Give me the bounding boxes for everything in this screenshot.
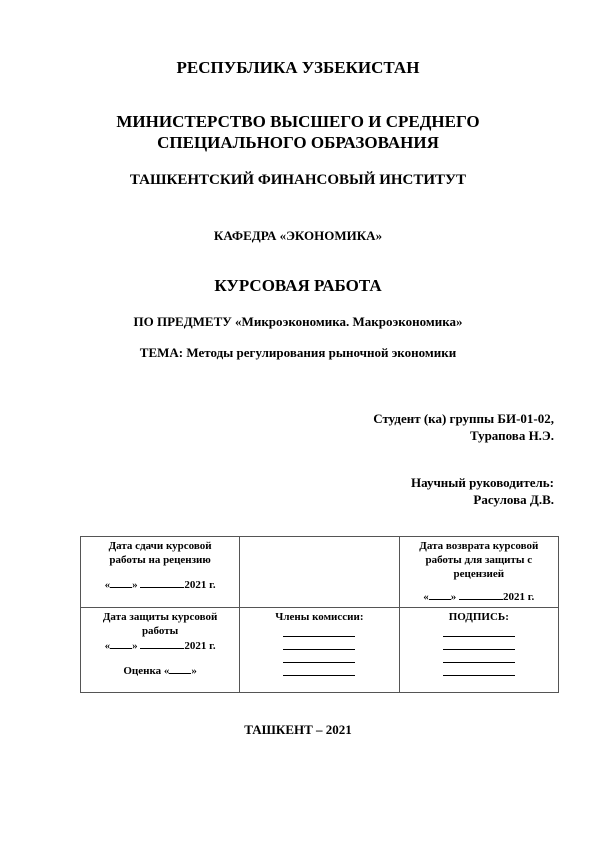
- year-text: 2021 г.: [503, 591, 535, 603]
- return-date-label-3: рецензией: [453, 568, 505, 580]
- ministry-heading: [0, 111, 596, 153]
- return-date-label-1: Дата возврата курсовой: [419, 540, 539, 552]
- defense-date-label-2: работы: [141, 625, 179, 637]
- submit-date-label-2: работы на рецензию: [109, 554, 211, 566]
- year-text: 2021 г.: [184, 579, 216, 591]
- signature-line: [443, 624, 515, 637]
- return-date-cell: [399, 537, 558, 608]
- quote-close: »: [132, 640, 138, 652]
- submit-date-cell: [81, 537, 240, 608]
- grade-blank: [169, 663, 191, 674]
- footer-city-year: ТАШКЕНТ – 2021: [244, 722, 352, 737]
- empty-cell: [240, 537, 399, 608]
- submit-date-label-1: Дата сдачи курсовой: [108, 540, 212, 552]
- student-name: Турапова Н.Э.: [470, 428, 554, 443]
- ministry-line-1: МИНИСТЕРСТВО ВЫСШЕГО И СРЕДНЕГО: [116, 112, 480, 131]
- signature-line: [443, 637, 515, 650]
- quote-close: »: [132, 579, 138, 591]
- defense-date-label-1: Дата защиты курсовой: [102, 611, 218, 623]
- defense-date-cell: [81, 608, 240, 693]
- review-table: [80, 536, 559, 693]
- quote-open: «: [104, 579, 111, 591]
- commission-label: Члены комиссии:: [275, 611, 364, 623]
- quote-open: «: [423, 591, 429, 603]
- signature-line: [443, 663, 515, 676]
- month-blank: [459, 589, 503, 600]
- supervisor-block: [411, 474, 554, 508]
- signature-line: [283, 637, 355, 650]
- signature-line: [443, 650, 515, 663]
- defense-date-field: [85, 638, 235, 653]
- day-blank: [110, 638, 132, 649]
- ministry-line-2: СПЕЦИАЛЬНОГО ОБРАЗОВАНИЯ: [157, 133, 439, 152]
- signature-line: [283, 624, 355, 637]
- work-subject: ПО ПРЕДМЕТУ «Микроэкономика. Макроэкономика»: [133, 314, 463, 329]
- work-title: КУРСОВАЯ РАБОТА: [214, 276, 382, 295]
- signature-line: [283, 650, 355, 663]
- return-date-field: [404, 589, 554, 604]
- supervisor-name: Расулова Д.В.: [473, 492, 554, 507]
- day-blank: [110, 577, 132, 588]
- republic-heading: РЕСПУБЛИКА УЗБЕКИСТАН: [176, 58, 420, 77]
- grade-label: Оценка «: [123, 665, 170, 677]
- supervisor-label: Научный руководитель:: [411, 475, 554, 490]
- student-label: Студент (ка) группы БИ-01-02,: [373, 411, 554, 426]
- work-topic: ТЕМА: Методы регулирования рыночной экономики: [139, 345, 457, 360]
- return-date-label-2: работы для защиты с: [425, 554, 533, 566]
- table-row: [81, 608, 559, 693]
- day-blank: [429, 589, 451, 600]
- quote-open: «: [104, 640, 111, 652]
- student-block: [373, 410, 554, 444]
- quote-close: »: [450, 591, 457, 603]
- month-blank: [140, 577, 184, 588]
- month-blank: [140, 638, 184, 649]
- signature-line: [283, 663, 355, 676]
- signature-label: ПОДПИСЬ:: [448, 611, 509, 623]
- quote-close: »: [191, 665, 197, 677]
- grade-field: [85, 663, 235, 678]
- signature-cell: [399, 608, 558, 693]
- submit-date-field: [85, 577, 235, 592]
- department-heading: КАФЕДРА «ЭКОНОМИКА»: [213, 228, 383, 243]
- commission-cell: [240, 608, 399, 693]
- year-text: 2021 г.: [184, 640, 216, 652]
- table-row: [81, 537, 559, 608]
- institute-heading: ТАШКЕНТСКИЙ ФИНАНСОВЫЙ ИНСТИТУТ: [129, 172, 467, 188]
